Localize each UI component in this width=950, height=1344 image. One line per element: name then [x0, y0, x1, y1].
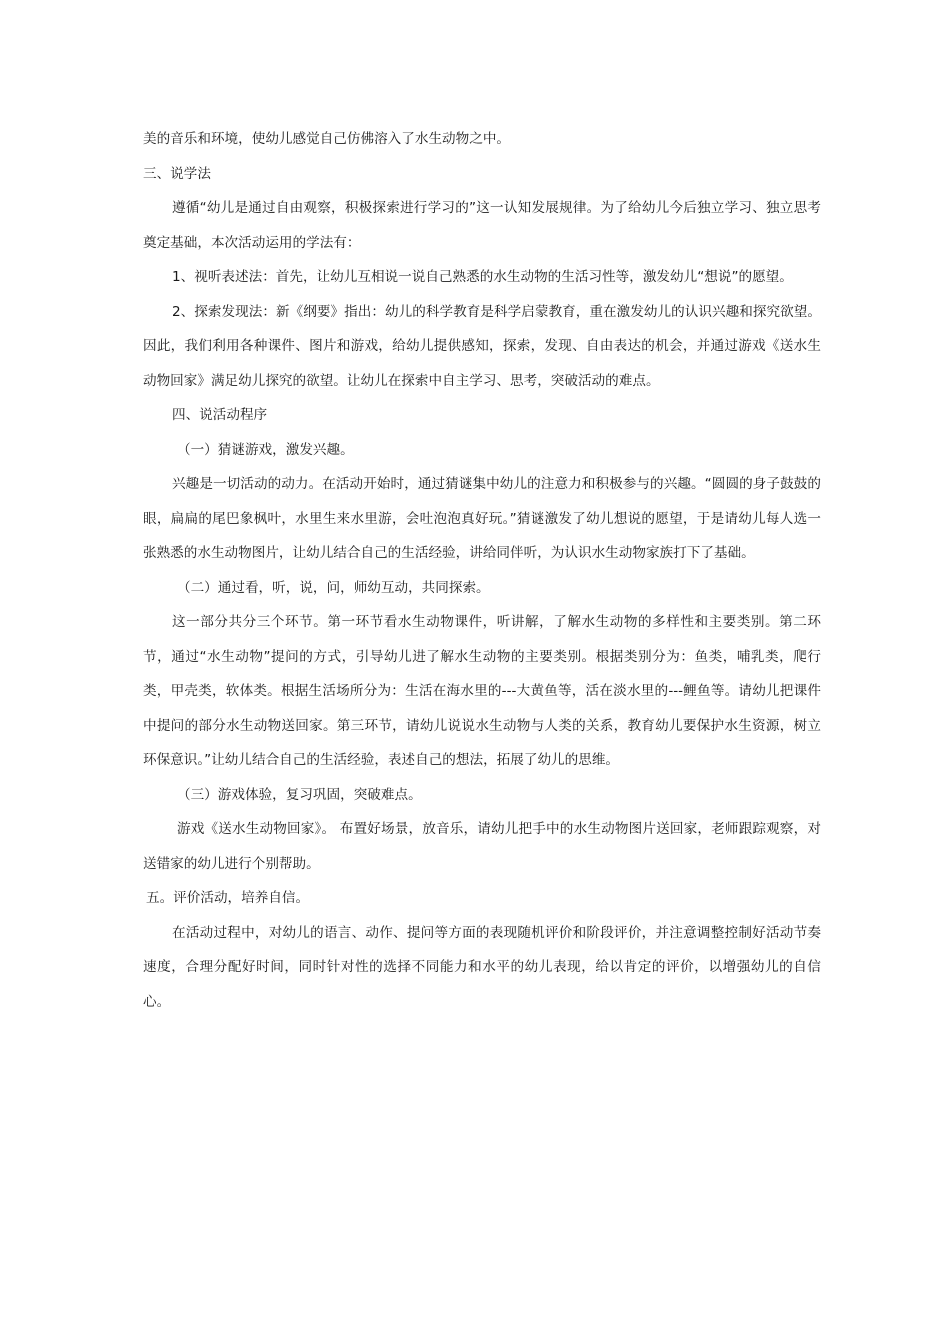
paragraph-step-3: 游戏《送水生动物回家》。 布置好场景，放音乐，请幼儿把手中的水生动物图片送回家，老师跟踪观察，对送错家的幼儿进行个别帮助。	[143, 821, 821, 872]
document-page	[143, 122, 821, 1019]
heading-section-4: 四、说活动程序	[172, 407, 268, 423]
subheading-step-3: （三）游戏体验，复习巩固，突破难点。	[177, 786, 422, 803]
subheading-step-2: （二）通过看，听，说，问，师幼互动，共同探索。	[177, 579, 490, 596]
subheading-step-1: （一）猜谜游戏，激发兴趣。	[177, 441, 354, 458]
paragraph-step-1: 兴趣是一切活动的动力。在活动开始时，通过猜谜集中幼儿的注意力和积极参与的兴趣。“圆圆的身子鼓鼓的眼，扁扁的尾巴象枫叶，水里生来水里游，会吐泡泡真好玩。”猜谜激发了幼儿想说的愿望，于是请幼儿每人选一张熟悉的水生动物图片，让幼儿结合自己的生活经验，讲给同伴听，为认识水生动物家族打下了基础。	[143, 476, 821, 561]
heading-section-3: 三、说学法	[143, 165, 211, 182]
paragraph-evaluation: 在活动过程中，对幼儿的语言、动作、提问等方面的表现随机评价和阶段评价，并注意调整控制好活动节奏速度，合理分配好时间，同时针对性的选择不同能力和水平的幼儿表现，给以肯定的评价，以增强幼儿的自信心。	[143, 924, 821, 1010]
paragraph-intro-continuation: 美的音乐和环境，使幼儿感觉自己仿佛溶入了水生动物之中。	[143, 131, 511, 147]
paragraph-method-1: 1、视听表述法：首先，让幼儿互相说一说自己熟悉的水生动物的生活习性等，激发幼儿“想说”的愿望。	[172, 269, 793, 285]
paragraph-learning-principle: 遵循“幼儿是通过自由观察，积极探索进行学习的”这一认知发展规律。为了给幼儿今后独立学习、独立思考奠定基础，本次活动运用的学法有：	[143, 200, 821, 251]
paragraph-step-2: 这一部分共分三个环节。第一环节看水生动物课件，听讲解，了解水生动物的多样性和主要类别。第二环节，通过“水生动物”提问的方式，引导幼儿进了解水生动物的主要类别。根据类别分为：鱼类，哺乳类，爬行类，甲壳类，软体类。根据生活场所分为：生活在海水里的---大黄鱼等，活在淡水里的---鲤鱼等。请幼儿把课件中提问的部分水生动物送回家。第三环节，请幼儿说说水生动物与人类的关系，教育幼儿要保护水生资源，树立环保意识。”让幼儿结合自己的生活经验，表述自己的想法，拓展了幼儿的思维。	[143, 614, 821, 768]
heading-section-5: 五。评价活动，培养自信。	[146, 890, 310, 906]
paragraph-method-2: 2、探索发现法：新《纲要》指出：幼儿的科学教育是科学启蒙教育，重在激发幼儿的认识兴趣和探究欲望。因此，我们利用各种课件、图片和游戏，给幼儿提供感知，探索，发现、自由表达的机会，并通过游戏《送水生动物回家》满足幼儿探究的欲望。让幼儿在探索中自主学习、思考，突破活动的难点。	[143, 303, 821, 389]
